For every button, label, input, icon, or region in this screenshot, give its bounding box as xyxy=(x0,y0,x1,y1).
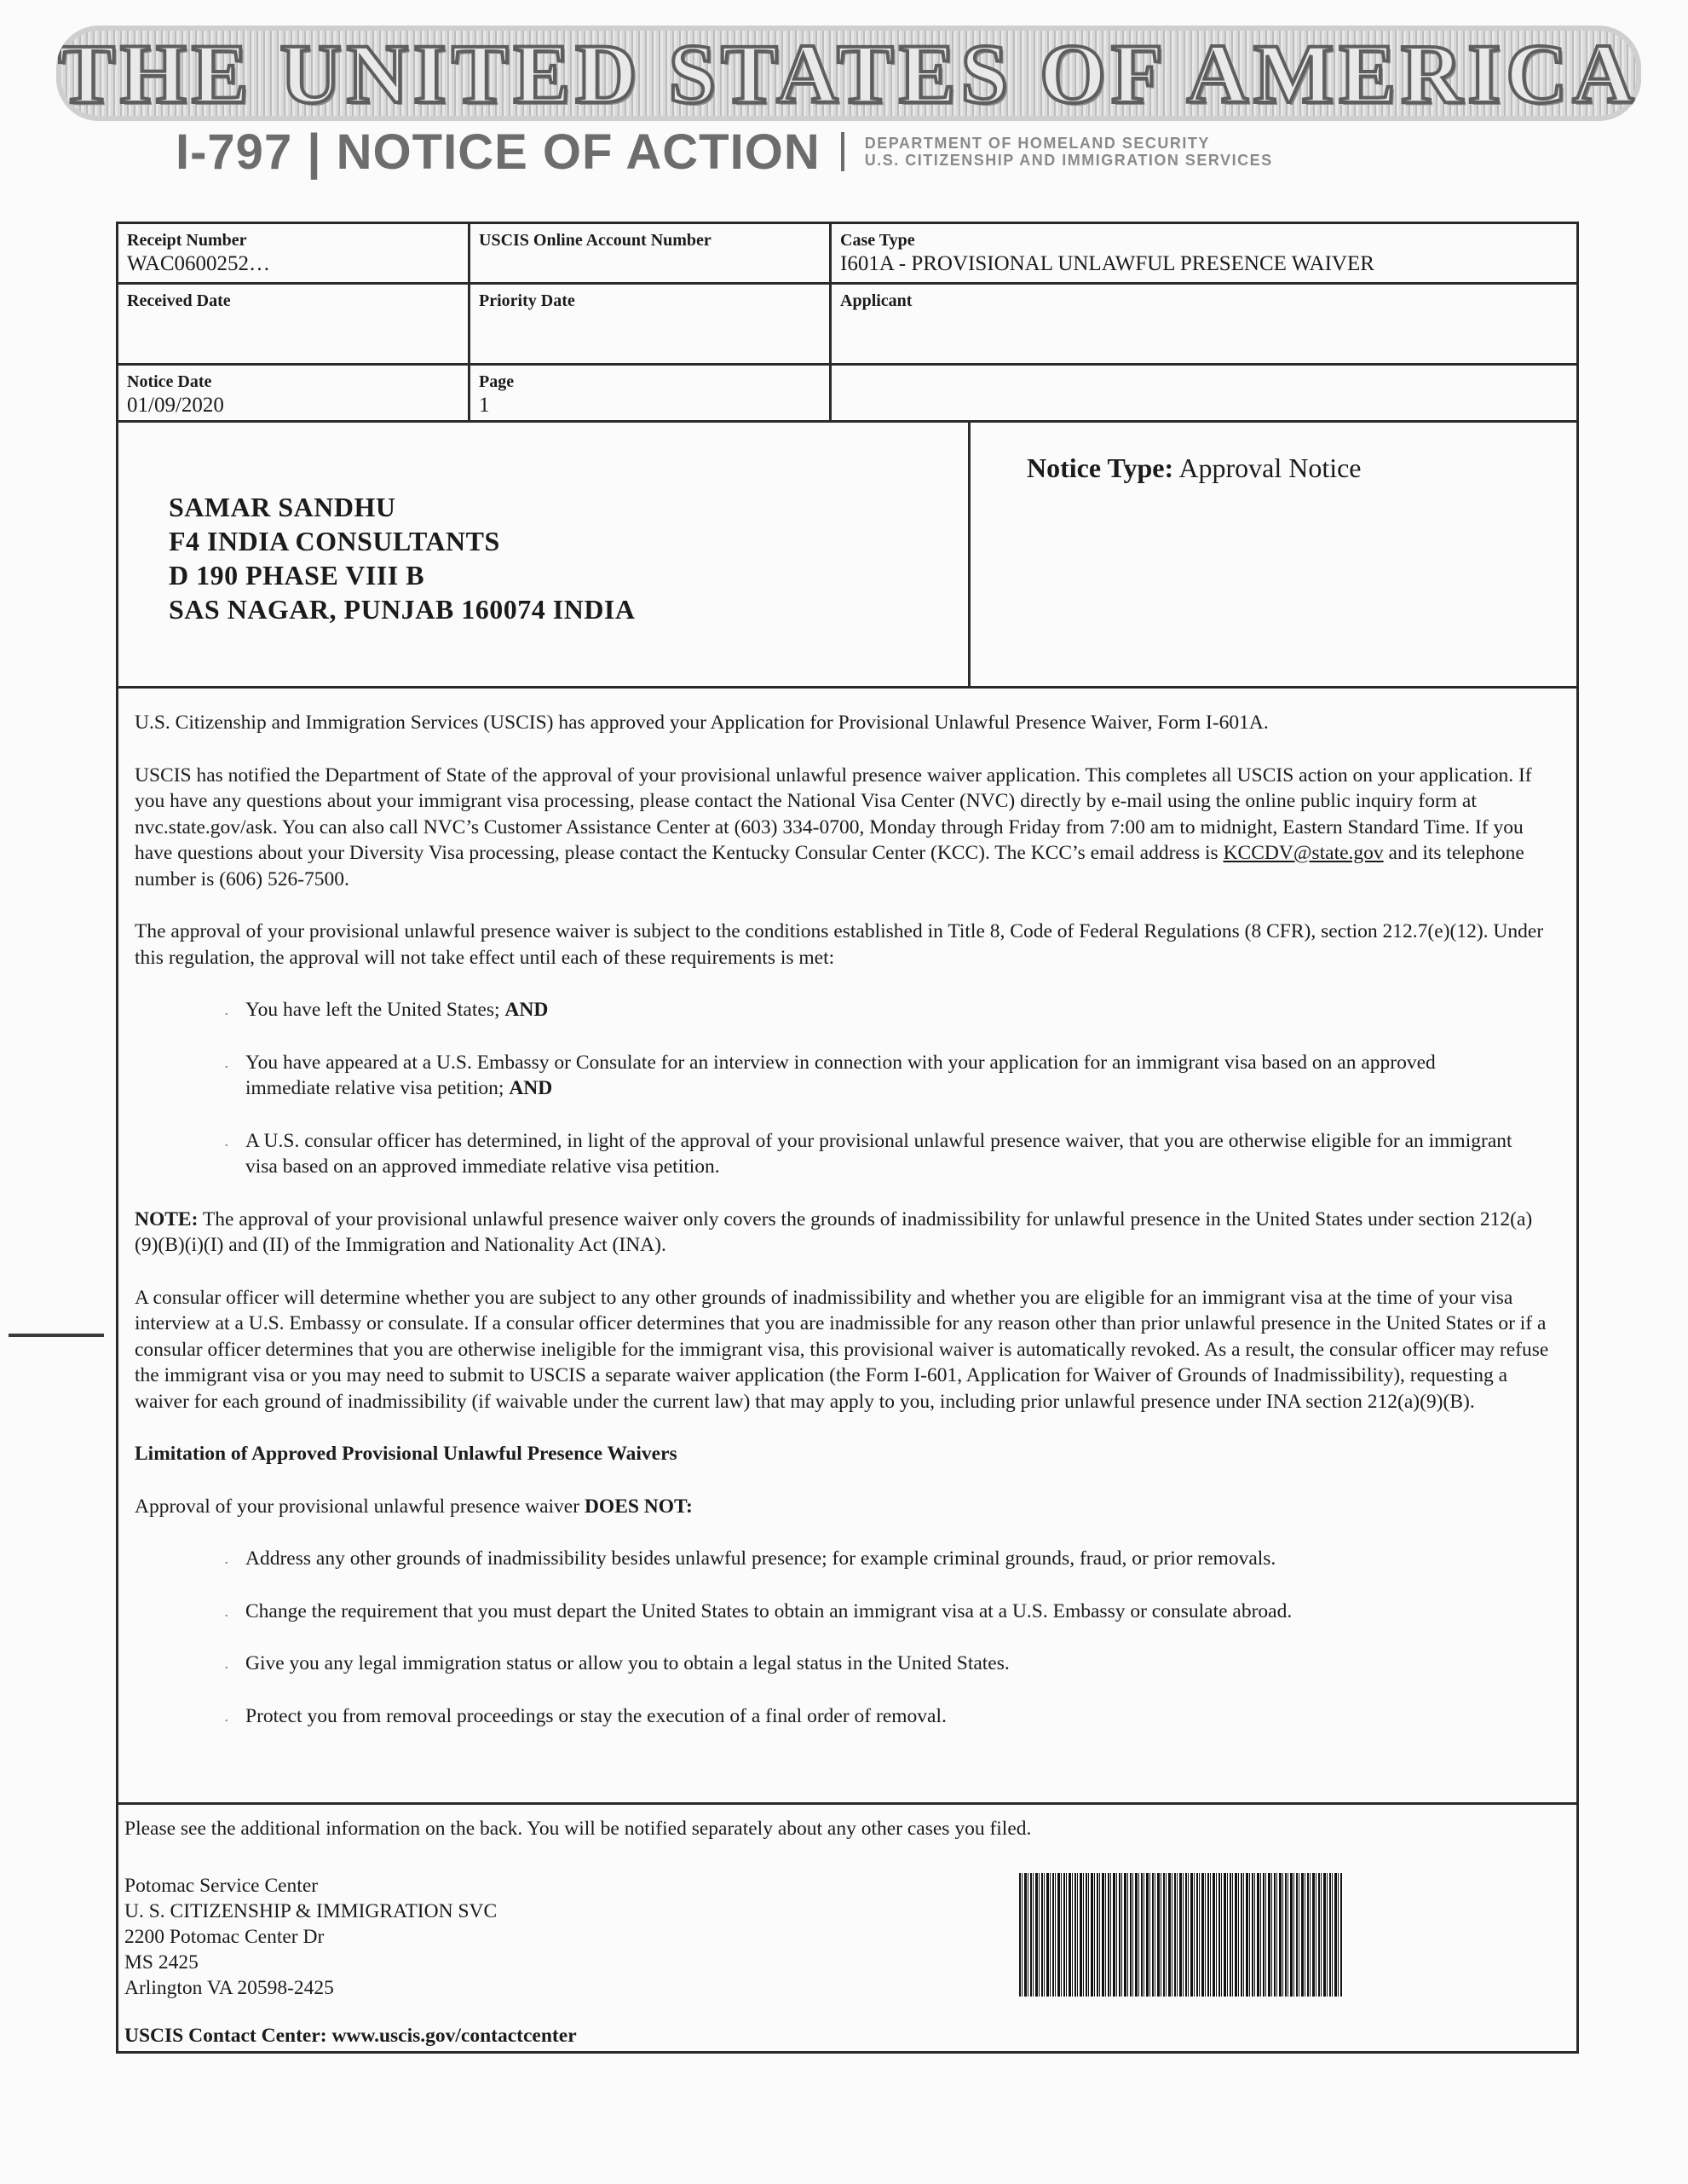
requirement-item xyxy=(135,997,1549,1023)
received-date-label: Received Date xyxy=(127,291,231,310)
online-account-cell xyxy=(470,224,828,258)
limitation-1: Address any other grounds of inadmissibility besides unlawful presence; for example criminal grounds, fraud, or prior removals. xyxy=(245,1547,1276,1570)
priority-date-cell xyxy=(470,285,828,319)
page-value: 1 xyxy=(479,394,490,417)
notice-date-cell xyxy=(118,366,468,425)
limitation-2: Change the requirement that you must depart the United States to obtain an immigrant visa at a U.S. Embassy or consulate abroad. xyxy=(245,1599,1293,1622)
limitation-item xyxy=(135,1703,1549,1730)
and-keyword: AND xyxy=(509,1077,553,1099)
requirement-item xyxy=(135,1128,1549,1180)
case-type-value: I601A - PROVISIONAL UNLAWFUL PRESENCE WAIVER xyxy=(840,252,1374,275)
notice-frame xyxy=(116,222,1579,2054)
agency-name xyxy=(865,135,1273,169)
header-separator xyxy=(841,132,844,171)
does-not-keyword: DOES NOT: xyxy=(584,1495,693,1518)
banner-title: THE UNITED STATES OF AMERICA xyxy=(58,26,1639,121)
conditions-paragraph: The approval of your provisional unlawful presence waiver is subject to the conditions established in Title 8, Code of Federal Regulations (8 CFR), section 212.7(e)(12). Under this regulation, the approval will not take effect until each of these requirements is met: xyxy=(135,920,1544,969)
bullet-mark: . xyxy=(224,1707,228,1725)
recipient-address xyxy=(169,490,635,626)
bullet-mark: . xyxy=(224,1655,228,1672)
margin-mark xyxy=(9,1334,104,1337)
consular-paragraph: A consular officer will determine whether you are subject to any other grounds of inadmissibility and whether you are eligible for an immigrant visa at the time of your visa interview at a U.S. Embassy or consulate. If a consular officer determines that you are inadmissible for any reason other than prior unlawful presence in the United States or if a consular officer determines that you are otherwise ineligible for the immigrant visa, this provisional waiver is automatically revoked. As a result, the consular officer may refuse the immigrant visa or you may need to submit to USCIS a separate waiver application (the Form I-601, Application for Waiver of Grounds of Inadmissibility), requesting a waiver for each ground of inadmissibility (if waivable under the current law) that may apply to you, including prior unlawful presence under INA section 212(a)(9)(B). xyxy=(135,1286,1549,1413)
limitation-item xyxy=(135,1546,1549,1572)
additional-info-note: Please see the additional information on the back. You will be notified separately about any other cases you filed. xyxy=(124,1818,1032,1840)
notice-body xyxy=(135,710,1549,1755)
service-center-line-4: MS 2425 xyxy=(124,1951,199,1974)
agency-line-2: U.S. CITIZENSHIP AND IMMIGRATION SERVICES xyxy=(864,152,1273,169)
limitation-4: Protect you from removal proceedings or stay the execution of a final order of removal. xyxy=(245,1704,947,1727)
applicant-label: Applicant xyxy=(840,291,913,310)
limitation-item xyxy=(135,1599,1549,1625)
page-label: Page xyxy=(479,372,515,391)
receipt-number-label: Receipt Number xyxy=(127,231,247,250)
note-paragraph xyxy=(135,1207,1549,1259)
nvc-paragraph xyxy=(135,763,1549,893)
address-line-3: D 190 PHASE VIII B xyxy=(169,560,425,591)
requirement-text xyxy=(245,1050,1549,1102)
form-header xyxy=(176,124,1273,180)
receipt-number-value: WAC0600252… xyxy=(127,252,271,275)
bullet-mark: . xyxy=(224,1550,228,1567)
notice-type xyxy=(1027,452,1362,484)
address-line-1: SAMAR SANDHU xyxy=(169,492,396,522)
requirement-1: You have left the United States; xyxy=(245,999,505,1021)
agency-line-1: DEPARTMENT OF HOMELAND SECURITY xyxy=(864,135,1210,152)
limitation-intro xyxy=(135,1494,1549,1520)
received-date-cell xyxy=(118,285,468,319)
bullet-mark: . xyxy=(224,1602,228,1620)
and-keyword: AND xyxy=(504,999,549,1021)
service-center-line-2: U. S. CITIZENSHIP & IMMIGRATION SVC xyxy=(124,1900,498,1922)
requirement-item xyxy=(135,1050,1549,1102)
limitation-heading: Limitation of Approved Provisional Unlawful Presence Waivers xyxy=(135,1443,677,1465)
notice-type-label: Notice Type: xyxy=(1027,452,1174,483)
service-center-line-5: Arlington VA 20598-2425 xyxy=(124,1977,334,1999)
service-center-line-1: Potomac Service Center xyxy=(124,1875,319,1897)
address-line-4: SAS NAGAR, PUNJAB 160074 INDIA xyxy=(169,594,636,625)
approval-paragraph: U.S. Citizenship and Immigration Services (USCIS) has approved your Application for Provisional Unlawful Presence Waiver, Form I-601A. xyxy=(135,712,1269,734)
receipt-number-cell xyxy=(118,224,468,284)
case-type-cell xyxy=(832,224,1573,284)
notice-type-value: Approval Notice xyxy=(1178,452,1362,483)
bullet-mark: . xyxy=(224,1053,228,1071)
service-center-address xyxy=(124,1873,497,2001)
requirement-text xyxy=(245,997,1549,1023)
grid-line xyxy=(118,1802,1576,1805)
grid-line xyxy=(968,420,971,689)
notice-date-label: Notice Date xyxy=(127,372,212,391)
us-banner xyxy=(56,26,1641,121)
applicant-cell xyxy=(832,285,1573,319)
grid-line xyxy=(118,686,1576,689)
note-label: NOTE: xyxy=(135,1207,199,1230)
limitation-3: Give you any legal immigration status or allow you to obtain a legal status in the United States. xyxy=(245,1652,1010,1674)
bullet-mark: . xyxy=(224,1132,228,1150)
bullet-mark: . xyxy=(224,1001,228,1018)
limitation-intro-text: Approval of your provisional unlawful presence waiver xyxy=(135,1495,585,1518)
service-center-line-3: 2200 Potomac Center Dr xyxy=(124,1926,325,1948)
address-line-2: F4 INDIA CONSULTANTS xyxy=(169,526,500,556)
kcc-phone-text: and its telephone number is (606) 526-7500. xyxy=(135,842,1524,890)
page-cell xyxy=(470,366,828,425)
kcc-email-link[interactable]: KCCDV@state.gov xyxy=(1223,842,1384,864)
requirement-3: A U.S. consular officer has determined, in light of the approval of your provisional unlawful presence waiver, that you are otherwise eligible for an immigrant visa based on an approved immediate relative visa petition. xyxy=(245,1129,1512,1178)
online-account-label: USCIS Online Account Number xyxy=(479,231,711,250)
requirement-2: You have appeared at a U.S. Embassy or Consulate for an interview in connection with your application for an immigrant visa based on an approved immediate relative visa petition; xyxy=(245,1051,1436,1099)
nvc-text: USCIS has notified the Department of State of the approval of your provisional unlawful presence waiver application. This completes all USCIS action on your application. If you have any questions about your immigrant visa processing, please contact the National Visa Center (NVC) directly by e-mail using the online public inquiry form at nvc.state.gov/ask. You can also call NVC’s Customer Assistance Center at (603) 334-0700, Monday through Friday from 7:00 am to midnight, Eastern Standard Time. If you have questions about your Diversity Visa processing, please contact the Kentucky Consular Center (KCC). The KCC’s email address is xyxy=(135,764,1532,864)
barcode xyxy=(1019,1873,1343,1997)
limitation-item xyxy=(135,1651,1549,1677)
note-text: The approval of your provisional unlawful presence waiver only covers the grounds of inadmissibility for unlawful presence in the United States under section 212(a)(9)(B)(i)(I) and (II) of the Immigration and Nationality Act (INA). xyxy=(135,1207,1533,1256)
priority-date-label: Priority Date xyxy=(479,291,575,310)
case-type-label: Case Type xyxy=(840,231,915,250)
notice-date-value: 01/09/2020 xyxy=(127,394,224,417)
form-title: I-797 | NOTICE OF ACTION xyxy=(176,124,821,180)
contact-center[interactable]: USCIS Contact Center: www.uscis.gov/contactcenter xyxy=(124,2025,577,2047)
